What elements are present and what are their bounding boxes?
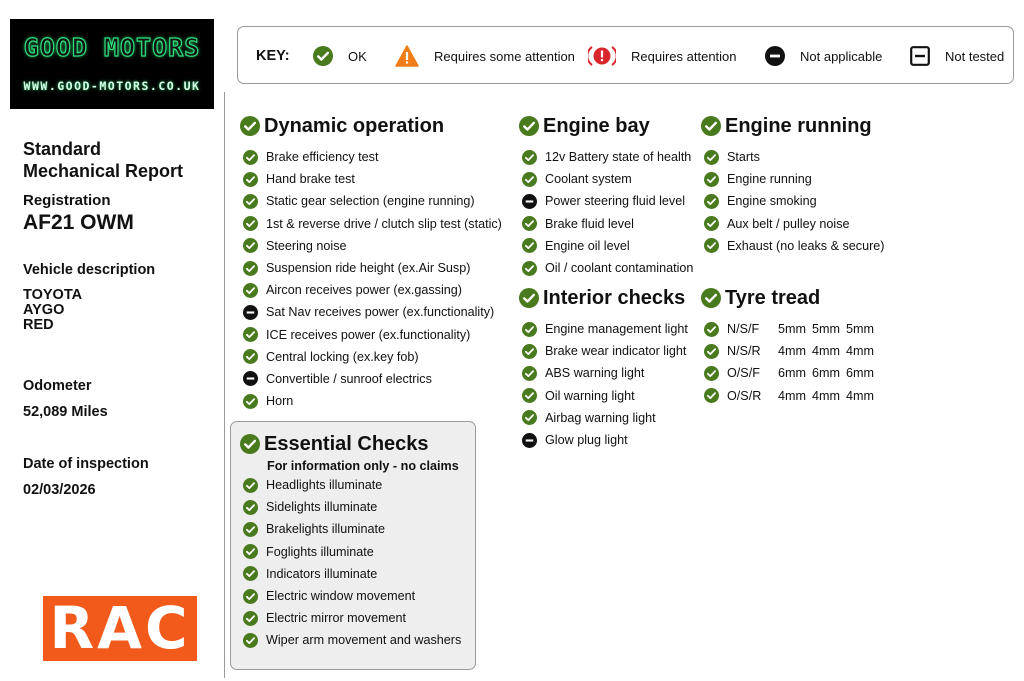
item-label: Sat Nav receives power (ex.functionality) <box>266 305 495 320</box>
ok-check-icon <box>243 283 258 298</box>
item-label: Aux belt / pulley noise <box>727 216 850 231</box>
section-title: Engine running <box>725 114 872 137</box>
check-list <box>240 146 510 412</box>
check-list <box>701 146 891 257</box>
tyre-position: N/S/R <box>727 344 761 359</box>
tread-reading: 5mm <box>778 322 806 337</box>
minus-circle-icon <box>522 194 537 209</box>
item-label: Brakelights illuminate <box>266 522 385 537</box>
item-label: Airbag warning light <box>545 410 656 425</box>
ok-check-icon <box>243 394 258 409</box>
tread-reading: 4mm <box>846 344 874 359</box>
item-label: Brake wear indicator light <box>545 344 687 359</box>
list-item <box>519 407 699 429</box>
item-label: Engine management light <box>545 322 688 337</box>
minus-circle-icon <box>522 433 537 448</box>
item-label: Horn <box>266 394 294 409</box>
tread-reading: 4mm <box>812 344 840 359</box>
odometer-label: Odometer <box>23 378 92 394</box>
item-label: Engine smoking <box>727 194 817 209</box>
item-label: Brake efficiency test <box>266 150 379 165</box>
section-check-icon <box>240 116 260 136</box>
ok-check-icon <box>704 172 719 187</box>
section-check-icon <box>240 434 260 454</box>
list-item <box>240 190 510 212</box>
section-check-icon <box>701 116 721 136</box>
list-item <box>240 346 510 368</box>
list-item <box>240 235 510 257</box>
tread-reading: 4mm <box>846 388 874 403</box>
list-item <box>240 279 510 301</box>
check-list <box>240 474 476 652</box>
ok-check-icon <box>704 322 719 337</box>
list-item <box>519 257 699 279</box>
ok-check-icon <box>704 366 719 381</box>
item-label: Glow plug light <box>545 433 628 448</box>
list-item <box>240 496 476 518</box>
list-item <box>519 235 699 257</box>
section-title: Dynamic operation <box>264 114 445 137</box>
item-label: Brake fluid level <box>545 216 634 231</box>
minus-circle-icon <box>765 46 785 66</box>
ok-check-icon <box>522 238 537 253</box>
key-item-not-tested <box>910 27 1004 85</box>
list-item <box>240 518 476 540</box>
item-label: Hand brake test <box>266 172 355 187</box>
list-item <box>519 168 699 190</box>
warning-triangle-icon <box>395 44 419 68</box>
list-item <box>519 385 699 407</box>
vehicle-colour: RED <box>23 317 54 333</box>
key-label-ok: OK <box>348 48 367 64</box>
tread-reading: 4mm <box>812 388 840 403</box>
section-header <box>519 286 699 310</box>
ok-check-icon <box>704 150 719 165</box>
tread-reading: 6mm <box>812 366 840 381</box>
item-label: Power steering fluid level <box>545 194 686 209</box>
registration-value: AF21 OWM <box>23 211 134 234</box>
tread-reading: 6mm <box>846 366 874 381</box>
item-label: Static gear selection (engine running) <box>266 194 475 209</box>
item-label: Exhaust (no leaks & secure) <box>727 238 885 253</box>
tread-reading: 5mm <box>846 322 874 337</box>
item-label: Foglights illuminate <box>266 544 374 559</box>
tyre-tread-row-nsr <box>701 340 891 362</box>
ok-check-icon <box>704 216 719 231</box>
list-item <box>701 146 891 168</box>
ok-check-icon <box>522 172 537 187</box>
list-item <box>519 340 699 362</box>
alert-circle-icon <box>588 42 616 70</box>
list-item <box>240 146 510 168</box>
list-item <box>240 585 476 607</box>
rac-logo-text: RAC <box>49 594 191 662</box>
ok-check-icon <box>522 388 537 403</box>
ok-check-icon <box>243 194 258 209</box>
ok-check-icon <box>243 327 258 342</box>
list-item <box>701 213 891 235</box>
good-motors-logo <box>10 19 214 109</box>
brand-name: GOOD MOTORS <box>23 33 201 62</box>
registration-label: Registration <box>23 192 111 209</box>
item-label: Engine running <box>727 172 812 187</box>
key-label-some-attention: Requires some attention <box>434 48 575 64</box>
tyre-tread-row-osr <box>701 385 891 407</box>
section-check-icon <box>519 116 539 136</box>
item-label: 12v Battery state of health <box>545 150 692 165</box>
vehicle-make: TOYOTA <box>23 287 83 303</box>
ok-check-icon <box>243 500 258 515</box>
key-item-ok <box>313 27 367 85</box>
tyre-position: O/S/R <box>727 388 762 403</box>
section-header <box>701 114 891 138</box>
section-engine-bay <box>519 114 699 279</box>
brand-url: WWW.GOOD-MOTORS.CO.UK <box>23 79 201 93</box>
tyre-tread-row-nsf <box>701 318 891 340</box>
column-divider <box>224 92 225 678</box>
ok-check-icon <box>522 366 537 381</box>
ok-check-icon <box>243 261 258 276</box>
ok-check-icon <box>243 544 258 559</box>
ok-check-icon <box>243 589 258 604</box>
tread-reading: 5mm <box>812 322 840 337</box>
list-item <box>701 190 891 212</box>
tyre-position: O/S/F <box>727 366 760 381</box>
status-key <box>237 26 1014 84</box>
key-label-not-applicable: Not applicable <box>800 48 883 64</box>
ok-check-icon <box>243 172 258 187</box>
list-item <box>519 146 699 168</box>
tyre-tread-row-osf <box>701 362 891 384</box>
inspection-date-value: 02/03/2026 <box>23 482 96 498</box>
tyre-tread-list <box>701 318 891 407</box>
list-item <box>519 213 699 235</box>
item-label: Convertible / sunroof electrics <box>266 371 432 386</box>
rac-logo <box>43 596 197 661</box>
item-label: Coolant system <box>545 172 632 187</box>
vehicle-description-label: Vehicle description <box>23 262 156 278</box>
inspection-date-label: Date of inspection <box>23 456 149 472</box>
check-list <box>519 318 699 451</box>
item-label: Suspension ride height (ex.Air Susp) <box>266 261 471 276</box>
section-check-icon <box>701 288 721 308</box>
section-title: Engine bay <box>543 114 650 137</box>
item-label: Oil / coolant contamination <box>545 261 694 276</box>
list-item <box>240 368 510 390</box>
section-header <box>701 286 891 310</box>
item-label: Starts <box>727 150 760 165</box>
section-check-icon <box>519 288 539 308</box>
item-label: Oil warning light <box>545 388 635 403</box>
section-header <box>240 114 510 138</box>
key-title-text: KEY: <box>256 48 290 64</box>
report-title <box>23 138 213 182</box>
list-item <box>519 362 699 384</box>
section-tyre-tread <box>701 286 891 407</box>
item-label: Aircon receives power (ex.gassing) <box>266 283 462 298</box>
minus-circle-icon <box>243 371 258 386</box>
list-item <box>701 235 891 257</box>
ok-check-icon <box>522 261 537 276</box>
item-label: ICE receives power (ex.functionality) <box>266 327 471 342</box>
ok-check-icon <box>522 150 537 165</box>
item-label: Steering noise <box>266 238 347 253</box>
ok-check-icon <box>243 522 258 537</box>
section-interior-checks <box>519 286 699 451</box>
odometer-value: 52,089 Miles <box>23 404 108 420</box>
ok-check-icon <box>704 238 719 253</box>
key-label-not-tested: Not tested <box>945 48 1005 64</box>
vehicle-model: AYGO <box>23 302 65 318</box>
section-header <box>519 114 699 138</box>
key-label-attention: Requires attention <box>631 48 737 64</box>
section-engine-running <box>701 114 891 257</box>
ok-check-icon <box>243 150 258 165</box>
ok-check-icon <box>704 388 719 403</box>
list-item <box>240 563 476 585</box>
list-item <box>240 301 510 323</box>
item-label: 1st & reverse drive / clutch slip test (static) <box>266 216 502 231</box>
ok-check-icon <box>522 216 537 231</box>
list-item <box>240 474 476 496</box>
ok-check-icon <box>243 216 258 231</box>
list-item <box>240 629 476 651</box>
item-label: Headlights illuminate <box>266 478 383 493</box>
item-label: Indicators illuminate <box>266 566 378 581</box>
ok-check-icon <box>313 46 333 66</box>
section-title: Interior checks <box>543 286 686 309</box>
item-label: Electric mirror movement <box>266 611 406 626</box>
key-item-attention <box>588 27 737 85</box>
list-item <box>240 607 476 629</box>
ok-check-icon <box>704 194 719 209</box>
tread-reading: 4mm <box>778 388 806 403</box>
ok-check-icon <box>243 238 258 253</box>
list-item <box>519 190 699 212</box>
check-list <box>519 146 699 279</box>
ok-check-icon <box>704 344 719 359</box>
essential-checks-note: For information only - no claims <box>267 459 459 473</box>
list-item <box>519 429 699 451</box>
vehicle-description <box>23 288 82 333</box>
item-label: Central locking (ex.key fob) <box>266 349 419 364</box>
ok-check-icon <box>522 322 537 337</box>
list-item <box>240 213 510 235</box>
report-title-line2: Mechanical Report <box>23 161 184 181</box>
ok-check-icon <box>522 344 537 359</box>
list-item <box>519 318 699 340</box>
key-item-not-applicable <box>765 27 882 85</box>
section-title: Essential Checks <box>264 432 429 455</box>
ok-check-icon <box>522 410 537 425</box>
list-item <box>701 168 891 190</box>
key-title <box>256 27 290 85</box>
section-essential-checks <box>240 432 476 652</box>
tread-reading: 4mm <box>778 344 806 359</box>
minus-circle-icon <box>243 305 258 320</box>
ok-check-icon <box>243 633 258 648</box>
item-label: Electric window movement <box>266 589 416 604</box>
ok-check-icon <box>243 611 258 626</box>
section-title: Tyre tread <box>725 286 821 309</box>
item-label: Engine oil level <box>545 238 630 253</box>
item-label: ABS warning light <box>545 366 645 381</box>
list-item <box>240 324 510 346</box>
ok-check-icon <box>243 349 258 364</box>
tyre-position: N/S/F <box>727 322 760 337</box>
item-label: Sidelights illuminate <box>266 500 378 515</box>
item-label: Wiper arm movement and washers <box>266 633 462 648</box>
list-item <box>240 257 510 279</box>
report-title-line1: Standard <box>23 139 102 159</box>
not-tested-square-icon <box>910 46 930 66</box>
list-item <box>240 390 510 412</box>
section-dynamic-operation <box>240 114 510 412</box>
list-item <box>240 168 510 190</box>
key-item-some-attention <box>395 27 575 85</box>
section-header <box>240 432 476 456</box>
tread-reading: 6mm <box>778 366 806 381</box>
list-item <box>240 541 476 563</box>
ok-check-icon <box>243 478 258 493</box>
ok-check-icon <box>243 566 258 581</box>
